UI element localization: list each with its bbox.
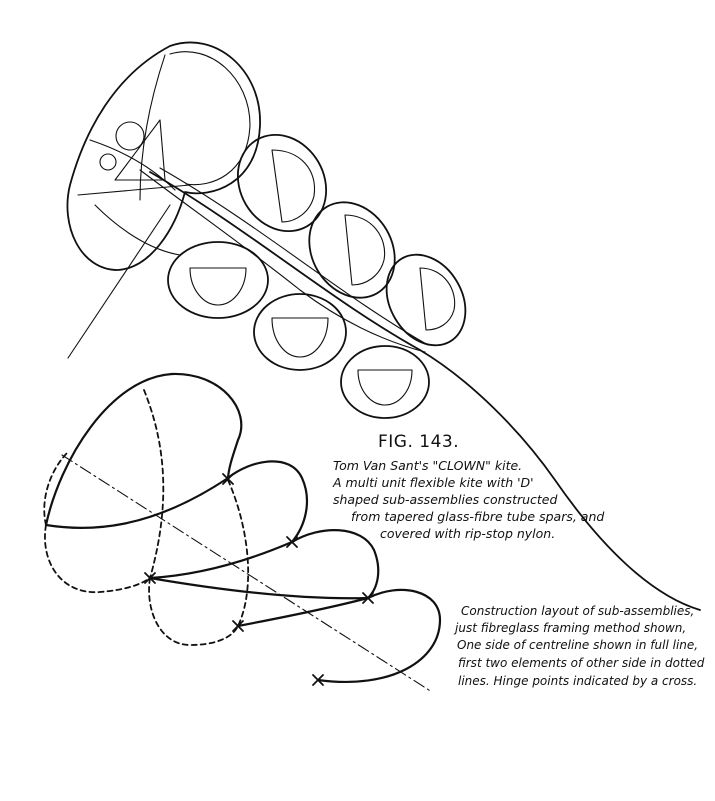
caption-line: Tom Van Sant's "CLOWN" kite. xyxy=(333,458,523,473)
head-cheek xyxy=(95,205,180,255)
caption-line: from tapered glass-fibre tube spars, and xyxy=(351,509,605,524)
d-unit-1 xyxy=(221,119,344,248)
outline-full-1 xyxy=(46,374,241,525)
head-unit xyxy=(67,42,260,270)
outline-dotted-3 xyxy=(144,390,163,578)
kite-line xyxy=(150,172,700,610)
construction-note-line: just fibreglass framing method shown, xyxy=(455,621,687,635)
outline-dotted-2 xyxy=(45,525,150,592)
construction-note-line: lines. Hinge points indicated by a cross. xyxy=(458,674,698,688)
figure-title: FIG. 143. xyxy=(378,432,460,452)
d-unit-3 xyxy=(371,240,481,359)
construction-note-line: Construction layout of sub-assemblies, xyxy=(461,604,695,618)
head-unit-inner xyxy=(170,52,250,185)
caption-line: covered with rip-stop nylon. xyxy=(380,526,556,541)
centreline xyxy=(62,455,432,692)
outline-full-2b xyxy=(150,542,292,578)
head-eye xyxy=(116,122,144,150)
outline-full-4b xyxy=(238,598,368,626)
caption-line: A multi unit flexible kite with 'D' xyxy=(333,475,534,490)
hinge-cross-2 xyxy=(287,537,297,547)
d-unit-5 xyxy=(254,294,346,370)
head-mouth xyxy=(115,120,165,180)
outline-full-3b xyxy=(150,578,368,598)
outline-full-4 xyxy=(318,590,440,682)
outline-full-2 xyxy=(228,461,307,542)
caption-line: shaped sub-assemblies constructed xyxy=(333,492,558,507)
d-unit-6 xyxy=(341,346,429,418)
tail-string xyxy=(68,205,170,358)
kite-assembled xyxy=(67,42,700,610)
outline-dotted-5 xyxy=(228,480,248,626)
outline-full-3 xyxy=(292,530,378,598)
head-spar-1 xyxy=(78,185,190,195)
construction-note-line: One side of centreline shown in full line, xyxy=(457,638,699,652)
construction-note-line: first two elements of other side in dotted xyxy=(458,656,705,670)
head-eye-2 xyxy=(100,154,116,170)
outline-dotted-4 xyxy=(149,578,238,645)
